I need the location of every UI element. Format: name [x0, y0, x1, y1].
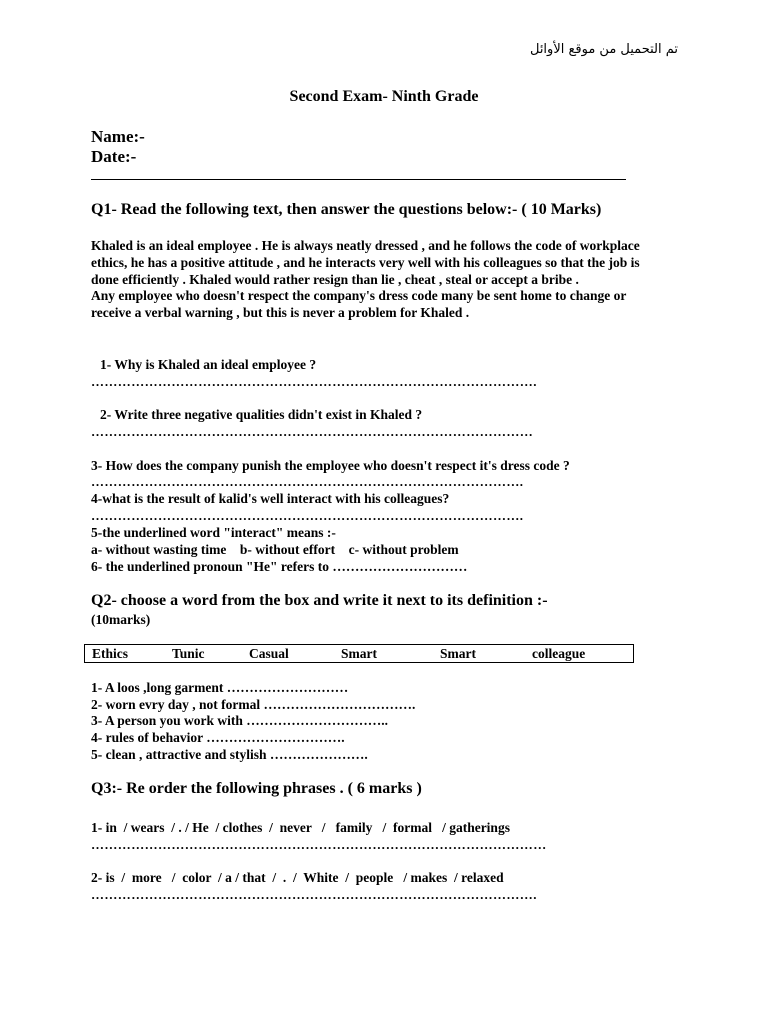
question-2: 2- Write three negative qualities didn't exist in Khaled ?: [100, 407, 423, 422]
reorder-answer-2[interactable]: ……………………………………………………………………………………….: [91, 887, 537, 902]
exam-title: Second Exam- Ninth Grade: [289, 88, 479, 105]
q1-passage: [91, 238, 651, 322]
q2-marks: (10marks): [91, 612, 151, 627]
q3-heading: Q3:- Re order the following phrases . ( 6 marks ): [91, 780, 422, 797]
answer-line-4[interactable]: …………………………………………………………………………………….: [91, 508, 524, 523]
question-5-options: a- without wasting time b- without effort c- without problem: [91, 542, 459, 557]
question-1: 1- Why is Khaled an ideal employee ?: [100, 357, 317, 372]
reorder-item-1: 1- in / wears / . / He / clothes / never / family / formal / gatherings: [91, 820, 510, 835]
word-ethics: Ethics: [92, 646, 129, 661]
definition-4: 4- rules of behavior ………………………….: [91, 730, 345, 745]
source-note: تم التحميل من موقع الأوائل: [529, 42, 678, 57]
answer-line-2[interactable]: ………………………………………………………………………………………: [91, 424, 534, 439]
question-6: 6- the underlined pronoun "He" refers to …………………………: [91, 559, 468, 574]
word-box: [84, 644, 634, 663]
definition-5: 5- clean , attractive and stylish ………………….: [91, 747, 368, 762]
question-3: 3- How does the company punish the employee who doesn't respect it's dress code ?: [91, 458, 570, 473]
passage-paragraph-2: Any employee who doesn't respect the company's dress code many be sent home to change or receive a verbal warning , but this is never a problem for Khaled .: [91, 288, 627, 321]
q1-heading: Q1- Read the following text, then answer the questions below:- ( 10 Marks): [91, 201, 602, 218]
word-tunic: Tunic: [172, 646, 205, 661]
word-smart-2: Smart: [440, 646, 476, 661]
name-label: Name:-: [91, 127, 145, 146]
answer-line-3[interactable]: …………………………………………………………………………………….: [91, 474, 524, 489]
reorder-answer-1[interactable]: …………………………………………………………………………………………: [91, 837, 547, 852]
passage-paragraph-1: Khaled is an ideal employee . He is always neatly dressed , and he follows the code of workplace ethics, he has a positive attitude , and he interacts very well with his colleagues so that the job is done efficiently . Khaled would rather resign than lie , cheat , steal or accept a bribe .: [91, 238, 640, 287]
word-smart-1: Smart: [341, 646, 377, 661]
date-label: Date:-: [91, 147, 137, 166]
answer-line-1[interactable]: ……………………………………………………………………………………….: [91, 374, 537, 389]
word-casual: Casual: [249, 646, 289, 661]
q2-heading: Q2- choose a word from the box and write it next to its definition :-: [91, 592, 548, 609]
word-colleague: colleague: [532, 646, 586, 661]
definition-2: 2- worn evry day , not formal …………………………….: [91, 697, 416, 712]
question-5: 5-the underlined word "interact" means :-: [91, 525, 336, 540]
definition-3: 3- A person you work with …………………………..: [91, 713, 389, 728]
definition-1: 1- A loos ,long garment ………………………: [91, 680, 349, 695]
reorder-item-2: 2- is / more / color / a / that / . / White / people / makes / relaxed: [91, 870, 504, 885]
header-divider: [91, 179, 626, 180]
question-4: 4-what is the result of kalid's well interact with his colleagues?: [91, 491, 450, 506]
